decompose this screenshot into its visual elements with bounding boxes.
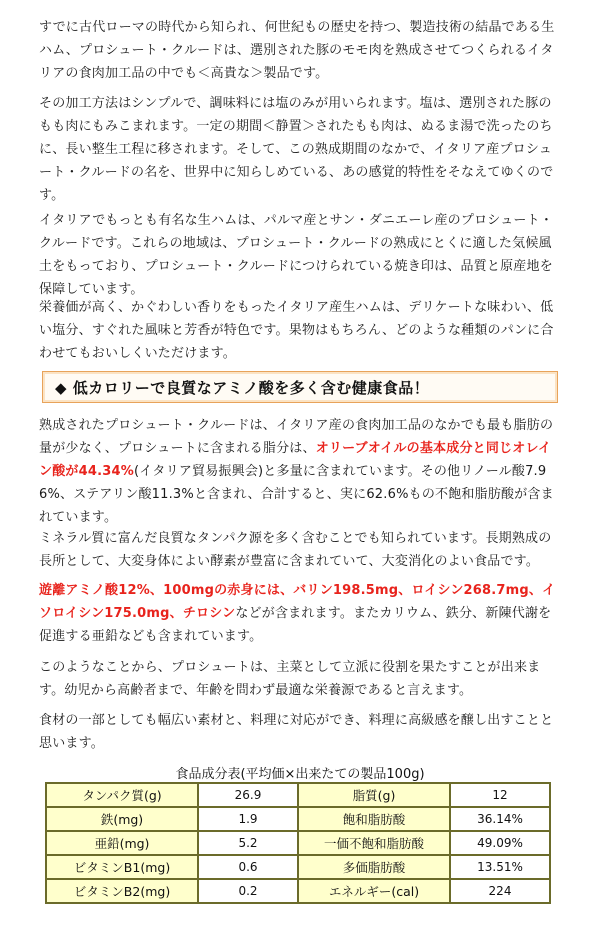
fat-content-text-b: (イタリア貿易振興会)と多量に含まれています。その他リノール酸7.96%、ステアリン酸11.3%と含まれ、合計すると、実に62.6%もの不飽和脂肪酸が含まれています。 — [39, 464, 554, 525]
nutrient-value-cell: 0.6 — [199, 856, 297, 878]
nutrient-value-cell: 36.14% — [451, 808, 549, 830]
paragraph-amino-acids — [39, 579, 561, 648]
paragraph-regions: イタリアでもっとも有名な生ハムは、パルマ産とサン・ダニエーレ産のプロシュート・クルードです。これらの地域は、プロシュート・クルードの熟成にとくに適した気候風土をもっており、プロシュート・クルードにつけられている焼き印は、品質と原産地を保障しています。 — [39, 213, 554, 297]
nutrient-label-cell: 脂質(g) — [299, 784, 449, 806]
nutrient-label-cell: 鉄(mg) — [47, 808, 197, 830]
paragraph-nutrition-taste: 栄養価が高く、かぐわしい香りをもったイタリア産生ハムは、デリケートな味わい、低い塩分、すぐれた風味と芳香が特色です。果物はもちろん、どのような種類のパンに合わせてもおいしくいただけます。 — [39, 300, 554, 361]
section-heading: ◆ 低カロリーで良質なアミノ酸を多く含む健康食品！ — [55, 379, 430, 397]
paragraph-minerals: ミネラル質に富んだ良質なタンパク源を多く含むことでも知られています。長期熟成の長所として、大変身体によい酵素が豊富に含まれていて、大変消化のよい食品です。 — [39, 531, 552, 569]
paragraph-versatility: 食材の一部としても幅広い素材と、料理に対応ができ、料理に高級感を醸し出すことと思います。 — [39, 713, 554, 751]
nutrient-label-cell: ビタミンB2(mg) — [47, 880, 197, 902]
paragraph-history: すでに古代ローマの時代から知られ、何世紀もの歴史を持つ、製造技術の結晶である生ハム、プロシュート・クルードは、選別された豚のモモ肉を熟成させてつくられるイタリアの食肉加工品の中でも＜高貴な＞製品です。 — [39, 20, 555, 81]
nutrient-label-cell: ビタミンB1(mg) — [47, 856, 197, 878]
nutrient-value-cell: 0.2 — [199, 880, 297, 902]
nutrient-value-cell: 5.2 — [199, 832, 297, 854]
nutrient-label-cell: 亜鉛(mg) — [47, 832, 197, 854]
nutrient-label-cell: 多価脂肪酸 — [299, 856, 449, 878]
table-row — [47, 832, 549, 854]
table-row — [47, 784, 549, 806]
nutrient-value-cell: 13.51% — [451, 856, 549, 878]
nutrient-value-cell: 49.09% — [451, 832, 549, 854]
nutrition-table — [45, 782, 551, 904]
amino-acid-text-b: などが含まれます。またカリウム、鉄分、新陳代謝を促進する亜鉛なども含まれています。 — [39, 606, 552, 644]
amino-acid-highlight: 遊離アミノ酸12%、100mgの赤身には、バリン198.5mg、ロイシン268.7mg、イソロイシン175.0mg、チロシン — [39, 583, 556, 621]
nutrient-label-cell: エネルギー(cal) — [299, 880, 449, 902]
nutrient-value-cell: 26.9 — [199, 784, 297, 806]
section-heading-box — [42, 371, 558, 403]
paragraph-conclusion: このようなことから、プロシュートは、主菜として立派に役割を果たすことが出来ます。幼児から高齢者まで、年齢を問わず最適な栄養源であると言えます。 — [39, 660, 541, 698]
fat-content-text-a: 熟成されたプロシュート・クルードは、イタリア産の食肉加工品のなかでも最も脂肪の量が少なく、プロシュートに含まれる脂分は、 — [39, 418, 554, 456]
oleic-acid-highlight: オリーブオイルの基本成分と同じオレイン酸が44.34% — [39, 441, 552, 479]
nutrient-label-cell: 一価不飽和脂肪酸 — [299, 832, 449, 854]
table-row — [47, 808, 549, 830]
paragraph-process: その加工方法はシンプルで、調味料には塩のみが用いられます。塩は、選別された豚のもも肉にもみこまれます。一定の期間＜静置＞されたもも肉は、ぬるま湯で洗ったのちに、長い整生工程に移されます。そして、この熟成期間のなかで、イタリア産プロシュート・クルードの名を、世界中に知らしめている、あの感覚的特性をそなえてゆくのです。 — [39, 96, 554, 203]
table-row — [47, 856, 549, 878]
table-caption: 食品成分表(平均価×出来たての製品100g) — [175, 767, 425, 782]
nutrient-label-cell: 飽和脂肪酸 — [299, 808, 449, 830]
nutrient-value-cell: 1.9 — [199, 808, 297, 830]
paragraph-fat-content — [39, 414, 561, 529]
table-row — [47, 880, 549, 902]
nutrient-value-cell: 224 — [451, 880, 549, 902]
nutrient-label-cell: タンパク質(g) — [47, 784, 197, 806]
nutrient-value-cell: 12 — [451, 784, 549, 806]
